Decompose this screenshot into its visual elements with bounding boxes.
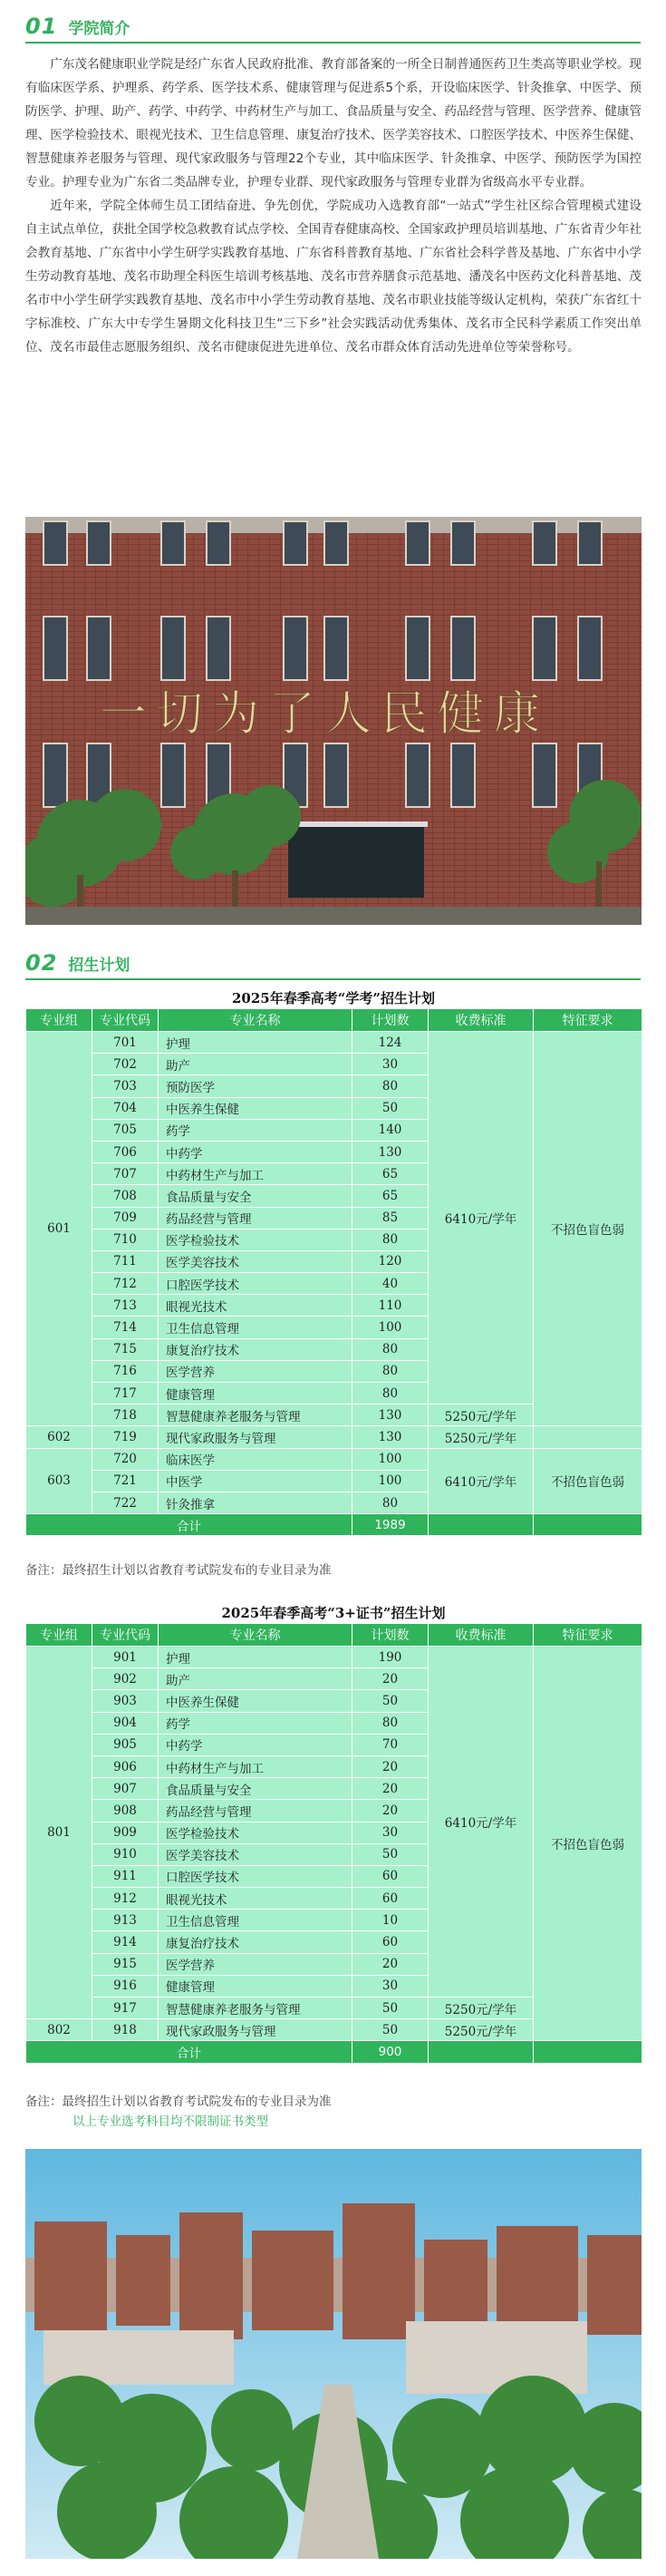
major-code-cell: 704 (92, 1097, 159, 1119)
plan-count-cell: 60 (352, 1888, 429, 1910)
section-title: 学院简介 (68, 19, 130, 38)
column-header: 计划数 (352, 1624, 429, 1647)
plan-count-cell: 20 (352, 1668, 429, 1690)
fee-cell: 5250元/学年 (429, 1426, 534, 1448)
campus-photo (25, 2149, 642, 2559)
major-name-cell: 助产 (159, 1054, 352, 1075)
requirement-cell: 不招色盲色弱 (534, 1032, 642, 1426)
plan-count-cell: 20 (352, 1778, 429, 1800)
column-header: 收费标准 (429, 1009, 534, 1032)
major-name-cell: 临床医学 (159, 1448, 352, 1470)
plan-count-cell: 130 (352, 1141, 429, 1162)
major-name-cell: 医学美容技术 (159, 1250, 352, 1272)
empty-cell (534, 2041, 642, 2063)
plan-count-cell: 190 (352, 1647, 429, 1668)
major-code-cell: 916 (92, 1975, 159, 1997)
campus-aerial-illustration (25, 2149, 642, 2559)
table2-note: 备注：最终招生计划以省教育考试院发布的专业目录为准 (25, 2095, 332, 2109)
major-name-cell: 康复治疗技术 (159, 1931, 352, 1953)
table2-note-2: 以上专业选考科目均不限制证书类型 (72, 2114, 268, 2129)
major-code-cell: 722 (92, 1492, 159, 1513)
section-number: 01 (25, 14, 58, 39)
plan-count-cell: 124 (352, 1032, 429, 1054)
table-row (26, 1448, 642, 1470)
plan-count-cell: 80 (352, 1360, 429, 1382)
major-code-cell: 903 (92, 1690, 159, 1712)
section-header-intro (25, 11, 130, 42)
table-row (26, 1032, 642, 1054)
fee-cell: 5250元/学年 (429, 1998, 534, 2019)
major-name-cell: 眼视光技术 (159, 1295, 352, 1317)
major-name-cell: 中药材生产与加工 (159, 1755, 352, 1777)
empty-cell (429, 2041, 534, 2063)
column-header: 计划数 (352, 1009, 429, 1032)
column-header: 专业组 (26, 1624, 92, 1647)
major-name-cell: 现代家政服务与管理 (159, 1426, 352, 1448)
major-name-cell: 中医养生保健 (159, 1097, 352, 1119)
major-name-cell: 食品质量与安全 (159, 1778, 352, 1800)
major-code-cell: 702 (92, 1054, 159, 1075)
plan-count-cell: 100 (352, 1317, 429, 1338)
major-code-cell: 913 (92, 1910, 159, 1931)
plan-count-cell: 30 (352, 1975, 429, 1997)
major-name-cell: 现代家政服务与管理 (159, 2019, 352, 2041)
plan-count-cell: 50 (352, 1097, 429, 1119)
column-header: 特征要求 (534, 1624, 642, 1647)
table-header-row (26, 1624, 642, 1647)
table-row (26, 1426, 642, 1448)
major-name-cell: 健康管理 (159, 1975, 352, 1997)
major-code-cell: 912 (92, 1888, 159, 1910)
major-code-cell: 718 (92, 1405, 159, 1426)
total-label-cell: 合计 (26, 2041, 352, 2063)
major-code-cell: 712 (92, 1273, 159, 1295)
plan-count-cell: 20 (352, 1755, 429, 1777)
fee-cell: 5250元/学年 (429, 1405, 534, 1426)
major-code-cell: 715 (92, 1338, 159, 1360)
requirement-cell: 不招色盲色弱 (534, 1647, 642, 2041)
major-name-cell: 口腔医学技术 (159, 1865, 352, 1887)
plan-count-cell: 130 (352, 1405, 429, 1426)
major-code-cell: 901 (92, 1647, 159, 1668)
plan-count-cell: 85 (352, 1207, 429, 1229)
major-code-cell: 908 (92, 1800, 159, 1822)
group-code-cell: 602 (26, 1426, 92, 1448)
plan-count-cell: 20 (352, 1953, 429, 1975)
requirement-cell: 不招色盲色弱 (534, 1448, 642, 1514)
plan-count-cell: 80 (352, 1383, 429, 1405)
table-header-row (26, 1009, 642, 1032)
major-name-cell: 卫生信息管理 (159, 1910, 352, 1931)
table1-title: 2025年春季高考“学考”招生计划 (231, 990, 435, 1006)
major-name-cell: 中医学 (159, 1470, 352, 1492)
group-code-cell: 802 (26, 2019, 92, 2041)
major-code-cell: 710 (92, 1229, 159, 1250)
major-name-cell: 中药材生产与加工 (159, 1163, 352, 1185)
column-header: 专业代码 (92, 1624, 159, 1647)
major-name-cell: 护理 (159, 1647, 352, 1668)
major-name-cell: 医学检验技术 (159, 1229, 352, 1250)
major-code-cell: 907 (92, 1778, 159, 1800)
major-code-cell: 721 (92, 1470, 159, 1492)
total-count-cell: 1989 (352, 1514, 429, 1536)
plan-count-cell: 80 (352, 1492, 429, 1513)
plan-count-cell: 65 (352, 1163, 429, 1185)
column-header: 专业代码 (92, 1009, 159, 1032)
plan-count-cell: 30 (352, 1822, 429, 1843)
fee-cell: 6410元/学年 (429, 1647, 534, 1998)
major-code-cell: 902 (92, 1668, 159, 1690)
major-code-cell: 708 (92, 1185, 159, 1207)
plan-count-cell: 120 (352, 1250, 429, 1272)
major-name-cell: 康复治疗技术 (159, 1338, 352, 1360)
total-row (26, 2041, 642, 2063)
major-name-cell: 智慧健康养老服务与管理 (159, 1405, 352, 1426)
column-header: 专业组 (26, 1009, 92, 1032)
plan-count-cell: 80 (352, 1712, 429, 1734)
plan-count-cell: 70 (352, 1734, 429, 1755)
major-code-cell: 717 (92, 1383, 159, 1405)
plan-count-cell: 130 (352, 1426, 429, 1448)
intro-paragraph-2: 近年来，学院全体师生员工团结奋进、争先创优，学院成功入选教育部“一站式”学生社区综合管理模式建设自主试点单位，获批全国学校急救教育试点学校、全国青春健康高校、全国家政护理员培训基地、广东省青少年社会教育基地、广东省中小学生研学实践教育基地、广东省科普教育基地、广东省社会科学普及基地、广东省中小学生劳动教育基地、茂名市助理全科医生培训考核基地、茂名市营养膳食示范基地、潘茂名中医药文化科普基地、茂名市中小学生研学实践教育基地、茂名市中小学生劳动教育基地、茂名市职业技能等级认定机构，荣获广东省红十字标准校、广东大中专学生暑期文化科技卫生“三下乡”社会实践活动优秀集体、茂名市全民科学素质工作突出单位、茂名市最佳志愿服务组织、茂名市健康促进先进单位、茂名市群众体育活动先进单位等荣誉称号。 (25, 199, 642, 355)
major-code-cell: 707 (92, 1163, 159, 1185)
major-code-cell: 714 (92, 1317, 159, 1338)
major-name-cell: 药品经营与管理 (159, 1207, 352, 1229)
major-code-cell: 911 (92, 1865, 159, 1887)
major-code-cell: 711 (92, 1250, 159, 1272)
major-code-cell: 719 (92, 1426, 159, 1448)
major-name-cell: 医学检验技术 (159, 1822, 352, 1843)
section-header-plan (25, 948, 130, 978)
column-header: 收费标准 (429, 1624, 534, 1647)
plan-count-cell: 65 (352, 1185, 429, 1207)
intro-text (25, 53, 642, 359)
table-row (26, 1647, 642, 1668)
total-row (26, 1514, 642, 1536)
building-facade-illustration (25, 517, 642, 925)
plan-count-cell: 140 (352, 1119, 429, 1141)
empty-cell (534, 1514, 642, 1536)
major-code-cell: 918 (92, 2019, 159, 2041)
plan-count-cell: 80 (352, 1338, 429, 1360)
group-code-cell: 801 (26, 1647, 92, 2019)
section-divider (25, 42, 641, 44)
major-code-cell: 703 (92, 1075, 159, 1097)
empty-cell (429, 1514, 534, 1536)
plan-count-cell: 100 (352, 1448, 429, 1470)
slogan-text: 一切为了人民健康 (99, 687, 550, 742)
plan-count-cell: 80 (352, 1229, 429, 1250)
group-code-cell: 603 (26, 1448, 92, 1514)
major-name-cell: 医学营养 (159, 1953, 352, 1975)
intro-paragraph-1: 广东茂名健康职业学院是经广东省人民政府批准、教育部备案的一所全日制普通医药卫生类高等职业学校。现有临床医学系、护理系、药学系、医学技术系、健康管理与促进系5个系，开设临床医学、针灸推拿、中医学、预防医学、护理、助产、药学、中药学、中药材生产与加工、食品质量与安全、药品经营与管理、医学营养、健康管理、医学检验技术、眼视光技术、卫生信息管理、康复治疗技术、医学美容技术、口腔医学技术、中医养生保健、智慧健康养老服务与管理、现代家政服务与管理22个专业，其中临床医学、针灸推拿、中医学、预防医学为国控专业。护理专业为广东省二类品牌专业，护理专业群、现代家政服务与管理专业群为省级高水平专业群。 (25, 57, 642, 190)
major-code-cell: 720 (92, 1448, 159, 1470)
major-name-cell: 针灸推拿 (159, 1492, 352, 1513)
major-name-cell: 眼视光技术 (159, 1888, 352, 1910)
fee-cell: 6410元/学年 (429, 1448, 534, 1514)
major-name-cell: 食品质量与安全 (159, 1185, 352, 1207)
group-code-cell: 601 (26, 1032, 92, 1426)
major-name-cell: 卫生信息管理 (159, 1317, 352, 1338)
enrollment-table-2 (25, 1623, 642, 2064)
table1-note: 备注：最终招生计划以省教育考试院发布的专业目录为准 (25, 1563, 332, 1578)
total-label-cell: 合计 (26, 1514, 352, 1536)
major-code-cell: 713 (92, 1295, 159, 1317)
major-code-cell: 915 (92, 1953, 159, 1975)
major-code-cell: 905 (92, 1734, 159, 1755)
major-name-cell: 护理 (159, 1032, 352, 1054)
plan-count-cell: 30 (352, 1054, 429, 1075)
major-code-cell: 910 (92, 1843, 159, 1865)
major-code-cell: 909 (92, 1822, 159, 1843)
major-code-cell: 904 (92, 1712, 159, 1734)
total-count-cell: 900 (352, 2041, 429, 2063)
major-code-cell: 917 (92, 1998, 159, 2019)
major-code-cell: 716 (92, 1360, 159, 1382)
section-number: 02 (25, 950, 58, 976)
plan-count-cell: 100 (352, 1470, 429, 1492)
major-code-cell: 705 (92, 1119, 159, 1141)
plan-count-cell: 110 (352, 1295, 429, 1317)
plan-count-cell: 50 (352, 1843, 429, 1865)
plan-count-cell: 60 (352, 1865, 429, 1887)
major-name-cell: 预防医学 (159, 1075, 352, 1097)
major-name-cell: 助产 (159, 1668, 352, 1690)
plan-count-cell: 80 (352, 1075, 429, 1097)
table2-title: 2025年春季高考“3+证书”招生计划 (221, 1605, 446, 1621)
plan-count-cell: 50 (352, 2019, 429, 2041)
plan-count-cell: 20 (352, 1800, 429, 1822)
requirement-cell (534, 1426, 642, 1448)
major-name-cell: 药学 (159, 1119, 352, 1141)
plan-count-cell: 60 (352, 1931, 429, 1953)
major-name-cell: 医学营养 (159, 1360, 352, 1382)
major-name-cell: 药品经营与管理 (159, 1800, 352, 1822)
fee-cell: 6410元/学年 (429, 1032, 534, 1405)
plan-count-cell: 50 (352, 1998, 429, 2019)
major-code-cell: 709 (92, 1207, 159, 1229)
major-name-cell: 药学 (159, 1712, 352, 1734)
major-code-cell: 701 (92, 1032, 159, 1054)
column-header: 专业名称 (159, 1009, 352, 1032)
major-name-cell: 口腔医学技术 (159, 1273, 352, 1295)
fee-cell: 5250元/学年 (429, 2019, 534, 2041)
section-title: 招生计划 (68, 956, 130, 975)
plan-count-cell: 10 (352, 1910, 429, 1931)
building-photo (25, 517, 642, 925)
major-code-cell: 914 (92, 1931, 159, 1953)
enrollment-table-1 (25, 1008, 642, 1536)
major-name-cell: 中药学 (159, 1141, 352, 1162)
plan-count-cell: 40 (352, 1273, 429, 1295)
major-name-cell: 健康管理 (159, 1383, 352, 1405)
major-code-cell: 906 (92, 1755, 159, 1777)
plan-count-cell: 50 (352, 1690, 429, 1712)
section-divider (25, 978, 641, 980)
major-code-cell: 706 (92, 1141, 159, 1162)
major-name-cell: 智慧健康养老服务与管理 (159, 1998, 352, 2019)
major-name-cell: 中药学 (159, 1734, 352, 1755)
column-header: 专业名称 (159, 1624, 352, 1647)
column-header: 特征要求 (534, 1009, 642, 1032)
major-name-cell: 医学美容技术 (159, 1843, 352, 1865)
major-name-cell: 中医养生保健 (159, 1690, 352, 1712)
